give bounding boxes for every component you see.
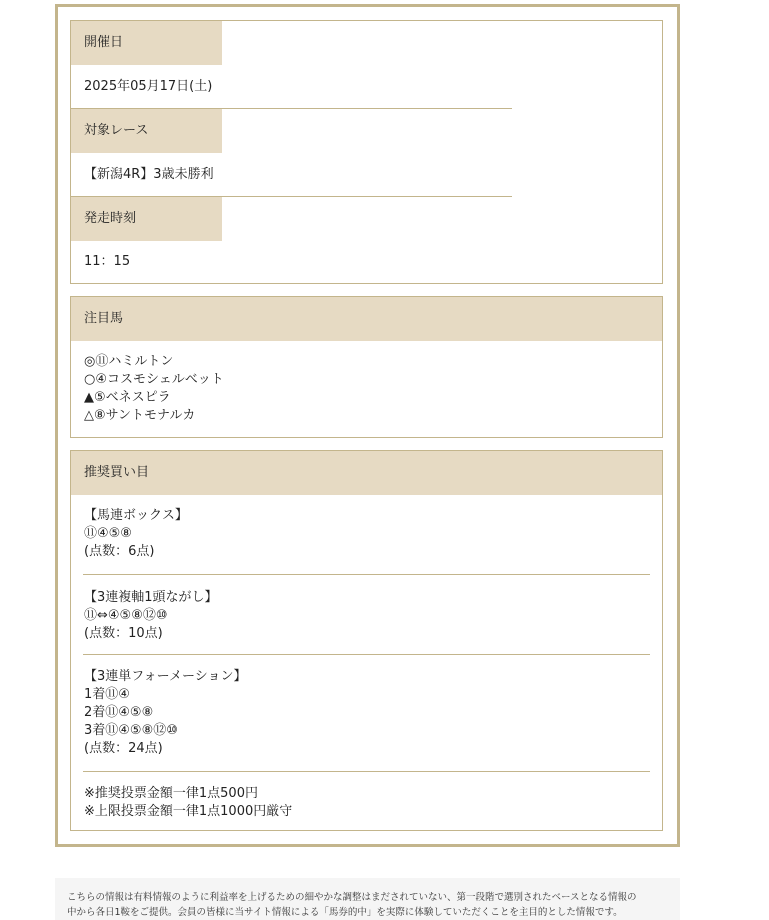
bet-horses: ⑪④⑤⑧ <box>84 526 132 541</box>
race-label: 対象レース <box>71 109 222 153</box>
bet-first: 1着⑪④ <box>84 687 130 702</box>
focus-horse-item: ◎⑪ハミルトン <box>84 354 174 369</box>
bet-points: (点数：24点) <box>84 741 163 756</box>
disclaimer-line: 中から各日1鞍をご提供。会員の皆様に当サイト情報による「馬券的中」を実際に体験していただくことを主目的とした情報です。 <box>67 907 623 918</box>
race-info-box <box>70 20 663 284</box>
focus-horse-item: ▲⑤ベネスピラ <box>84 390 171 405</box>
bet-horses: ⑪⇔④⑤⑧⑫⑩ <box>84 608 168 623</box>
bet-points: (点数：10点) <box>84 626 163 641</box>
bet-type: 【馬連ボックス】 <box>84 508 188 523</box>
bet-third: 3着⑪④⑤⑧⑫⑩ <box>84 723 178 738</box>
date-value: 2025年05月17日(土) <box>84 79 213 94</box>
bet-notes <box>71 772 662 821</box>
focus-horses-label: 注目馬 <box>71 297 662 341</box>
note-line: ※推奨投票金額一律1点500円 <box>84 786 258 801</box>
focus-horse-item: ○④コスモシェルベット <box>84 372 224 387</box>
bet-type: 【3連単フォーメーション】 <box>84 669 247 684</box>
bet-second: 2着⑪④⑤⑧ <box>84 705 154 720</box>
date-label: 開催日 <box>71 21 222 65</box>
bet-points: (点数：6点) <box>84 544 155 559</box>
recommended-bets-box <box>70 450 663 831</box>
disclaimer-footer <box>55 878 680 920</box>
time-value: 11：15 <box>84 254 131 269</box>
focus-horse-item: △⑧サントモナルカ <box>84 408 196 423</box>
time-label: 発走時刻 <box>71 197 222 241</box>
focus-horses-box <box>70 296 663 438</box>
focus-horses-list <box>71 341 662 425</box>
disclaimer-line: こちらの情報は有料情報のように利益率を上げるための細やかな調整はまだされていない、第一段階で選別されたベースとなる情報の <box>67 892 637 903</box>
note-line: ※上限投票金額一律1点1000円厳守 <box>84 804 293 819</box>
recommended-label: 推奨買い目 <box>71 451 662 495</box>
bet-type: 【3連複軸1頭ながし】 <box>84 590 218 605</box>
race-prediction-panel <box>55 4 680 847</box>
race-value: 【新潟4R】3歳未勝利 <box>84 167 214 182</box>
bet-block <box>71 575 662 643</box>
bet-block <box>71 495 662 561</box>
bet-block <box>71 655 662 758</box>
